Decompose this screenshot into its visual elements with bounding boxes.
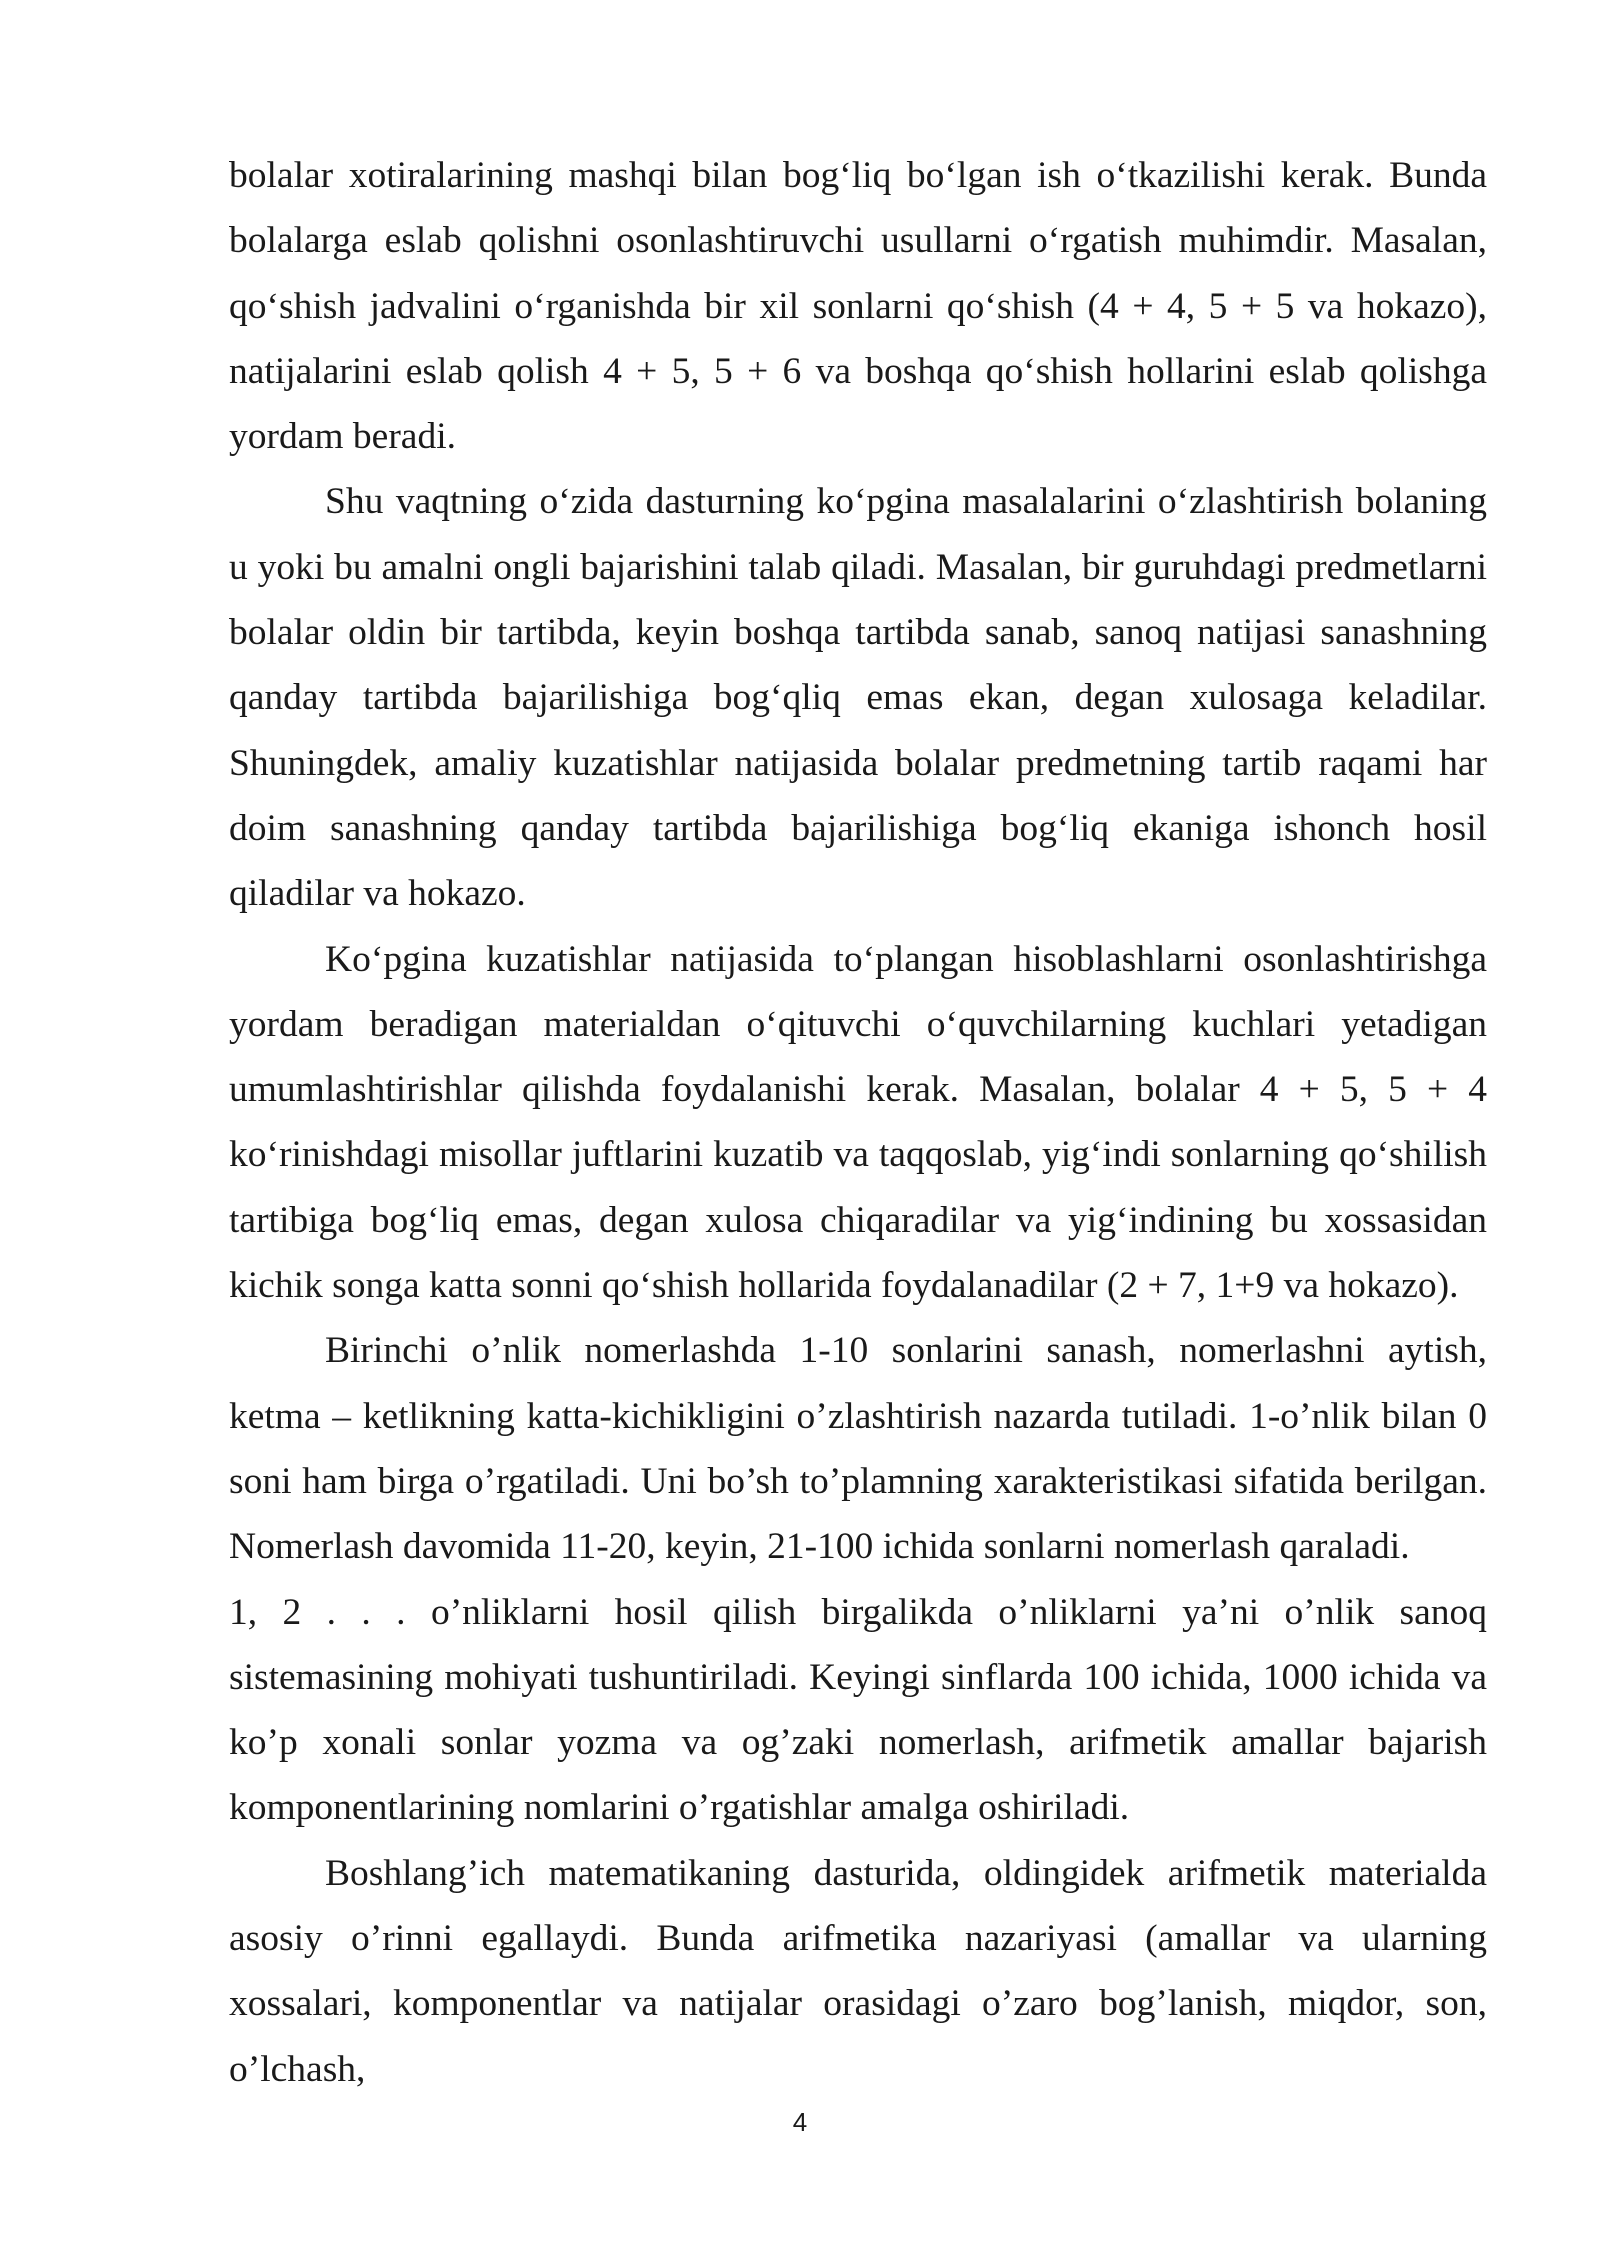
paragraph-5: 1, 2 . . . o’nliklarni hosil qilish birgalikda o’nliklarni ya’ni o’nlik sanoq sistemasining mohiyati tushuntiriladi. Keyingi sinflarda 100 ichida, 1000 ichida va ko’p xonali sonlar yozma va og’zaki nomerlash, arifmetik amallar bajarish komponentlarining nomlarini o’rgatishlar amalga oshiriladi.	[229, 1591, 1487, 1829]
paragraph-2: Shu vaqtning o‘zida dasturning ko‘pgina masalalarini o‘zlashtirish bolaning u yoki bu amalni ongli bajarishini talab qiladi. Masalan, bir guruhdagi predmetlarni bolalar oldin bir tartibda, keyin boshqa tartibda sanab, sanoq natijasi sanashning qanday tartibda bajarilishiga bog‘qliq emas ekan, degan xulosaga keladilar. Shuningdek, amaliy kuzatishlar natijasida bolalar predmetning tartib raqami har doim sanashning qanday tartibda bajarilishiga bog‘liq ekaniga ishonch hosil qiladilar va hokazo.	[229, 481, 1487, 915]
paragraph-6: Boshlang’ich matematikaning dasturida, oldingidek arifmetik materialda asosiy o’rinni egallaydi. Bunda arifmetika nazariyasi (amallar va ularning xossalari, komponentlar va natijalar orasidagi o’zaro bog’lanish, miqdor, son, o’lchash,	[229, 1852, 1487, 2090]
paragraph-3: Ko‘pgina kuzatishlar natijasida to‘plangan hisoblashlarni osonlashtirishga yordam beradigan materialdan o‘qituvchi o‘quvchilarning kuchlari yetadigan umumlashtirishlar qilishda foydalanishi kerak. Masalan, bolalar 4 + 5, 5 + 4 ko‘rinishdagi misollar juftlarini kuzatib va taqqoslab, yig‘indi sonlarning qo‘shilish tartibiga bog‘liq emas, degan xulosa chiqaradilar va yig‘indining bu xossasidan kichik songa katta sonni qo‘shish hollarida foydalanadilar (2 + 7, 1+9 va hokazo).	[229, 938, 1487, 1307]
paragraph-1: bolalar xotiralarining mashqi bilan bog‘liq bo‘lgan ish o‘tkazilishi kerak. Bunda bolalarga eslab qolishni osonlashtiruvchi usullarni o‘rgatish muhimdir. Masalan, qo‘shish jadvalini o‘rganishda bir xil sonlarni qo‘shish (4 + 4, 5 + 5 va hokazo), natijalarini eslab qolish 4 + 5, 5 + 6 va boshqa qo‘shish hollarini eslab qolishga yordam beradi.	[229, 155, 1487, 458]
paragraph-4: Birinchi o’nlik nomerlashda 1-10 sonlarini sanash, nomerlashni aytish, ketma – ketlikning katta-kichikligini o’zlashtirish nazarda tutiladi. 1-o’nlik bilan 0 soni ham birga o’rgatiladi. Uni bo’sh to’plamning xarakteristikasi sifatida berilgan. Nomerlash davomida 11-20, keyin, 21-100 ichida sonlarni nomerlash qaraladi.	[229, 1330, 1487, 1568]
page-number: 4	[792, 2107, 808, 2137]
document-body	[229, 143, 1487, 2102]
